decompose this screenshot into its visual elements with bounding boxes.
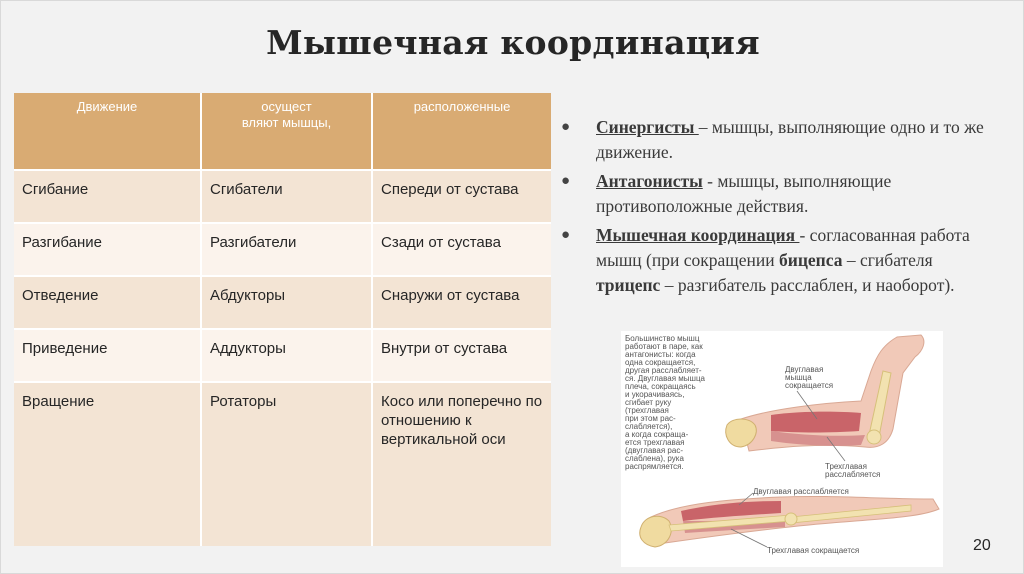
term-synergists: Синергисты <box>596 117 699 137</box>
cell-location: Сзади от сустава <box>372 223 551 276</box>
term-coordination: Мышечная координация <box>596 225 800 245</box>
muscle-table <box>14 93 551 546</box>
definition-text: - мышцы, выполняющие противоположные действия. <box>596 171 892 216</box>
term-antagonists: Антагонисты <box>596 171 703 191</box>
caption-line: слаблена), рука <box>625 454 684 463</box>
cell-location: Внутри от сустава <box>372 329 551 382</box>
bent-arm <box>726 335 924 479</box>
list-item <box>559 169 999 219</box>
caption-line: (двуглавая рас- <box>625 446 683 455</box>
header-location: расположенные <box>372 93 551 170</box>
label-biceps-contracts: сокращается <box>785 381 834 390</box>
table-row <box>14 329 551 382</box>
header-movement: Движение <box>14 93 201 170</box>
label-triceps-relaxes: Трехглавая <box>825 462 867 471</box>
list-item <box>559 223 999 298</box>
biceps-word: бицепса <box>778 250 843 270</box>
definition-text: - согласованная работа мышц (при сокращении <box>596 225 970 270</box>
caption-line: Большинство мышц <box>625 334 700 343</box>
caption-line: одна сокращается, <box>625 358 696 367</box>
caption-line: (трехглавая <box>625 406 669 415</box>
page-number: 20 <box>973 537 991 554</box>
caption-line: работают в паре, как <box>625 342 703 351</box>
caption-line: сгибает руку <box>625 398 672 407</box>
definition-text: – разгибатель расслаблен, и наоборот). <box>660 275 955 295</box>
caption-line: а когда сокраща- <box>625 430 689 439</box>
caption-line: ется трехглавая <box>625 438 685 447</box>
caption-line: ся. Двуглавая мышца <box>625 374 705 383</box>
caption-line: слабляется), <box>625 422 673 431</box>
cell-location: Спереди от сустава <box>372 170 551 223</box>
cell-movement: Вращение <box>14 382 201 546</box>
straight-arm <box>640 487 939 555</box>
table-header-row <box>14 93 551 170</box>
cell-muscles: Аддукторы <box>201 329 372 382</box>
cell-movement: Сгибание <box>14 170 201 223</box>
triceps-word: трицепс <box>596 275 661 295</box>
label-biceps-relaxes: Двуглавая расслабляется <box>753 487 849 496</box>
label-biceps-contracts: Двуглавая <box>785 365 824 374</box>
definition-text: – мышцы, выполняющие одно и то же движение. <box>596 117 984 162</box>
bullet-icon: ● <box>561 119 571 135</box>
header-muscles: осущест вляют мышцы, <box>201 93 372 170</box>
bullet-icon: ● <box>561 173 571 189</box>
caption-line: антагонисты: когда <box>625 350 696 359</box>
caption-line: плеча, сокращаясь <box>625 382 696 391</box>
arm-illustration <box>621 331 943 567</box>
illustration-caption <box>625 334 706 471</box>
label-triceps-relaxes: расслабляется <box>825 470 881 479</box>
caption-line: при этом рас- <box>625 414 676 423</box>
caption-line: другая расслабляет- <box>625 366 702 375</box>
table-row <box>14 223 551 276</box>
bullet-icon: ● <box>561 227 571 243</box>
cell-location: Косо или поперечно по отношению к вертикальной оси <box>372 382 551 546</box>
table-row <box>14 382 551 546</box>
label-biceps-contracts: мышца <box>785 373 812 382</box>
caption-line: и укорачиваясь, <box>625 390 685 399</box>
definition-text: – сгибателя <box>842 250 933 270</box>
cell-movement: Отведение <box>14 276 201 329</box>
cell-location: Снаружи от сустава <box>372 276 551 329</box>
arm-diagram <box>621 331 943 567</box>
cell-muscles: Разгибатели <box>201 223 372 276</box>
cell-muscles: Сгибатели <box>201 170 372 223</box>
cell-movement: Приведение <box>14 329 201 382</box>
cell-muscles: Ротаторы <box>201 382 372 546</box>
slide-title: Мышечная координация <box>266 23 760 62</box>
definition-list <box>559 115 999 302</box>
cell-movement: Разгибание <box>14 223 201 276</box>
label-triceps-contracts: Трехглавая сокращается <box>767 546 860 555</box>
table-row <box>14 276 551 329</box>
list-item <box>559 115 999 165</box>
table-row <box>14 170 551 223</box>
caption-line: распрямляется. <box>625 462 684 471</box>
cell-muscles: Абдукторы <box>201 276 372 329</box>
